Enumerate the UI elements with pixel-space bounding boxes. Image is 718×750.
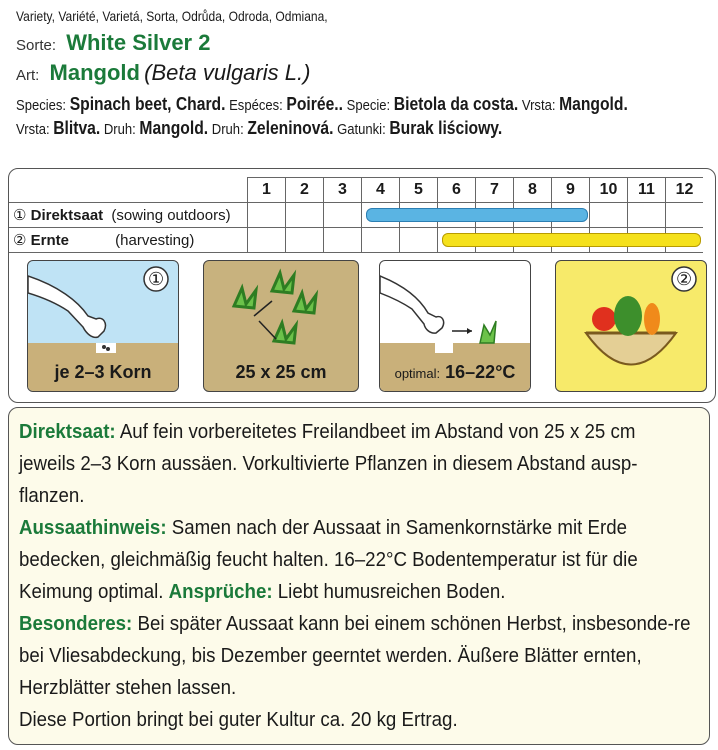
- species-label: Druh:: [211, 121, 244, 138]
- panel-caption: [380, 362, 530, 383]
- species-label: Druh:: [103, 121, 136, 138]
- harvest-period-bar: [442, 233, 702, 247]
- sowing-calendar: [8, 168, 716, 403]
- month-header: 1: [248, 178, 286, 203]
- species-label: Species:: [16, 97, 67, 114]
- species-label: Gatunki:: [337, 121, 386, 138]
- species-line-2: [16, 118, 625, 139]
- panel-caption: je 2–3 Korn: [54, 362, 152, 382]
- panel-spacing: [203, 260, 359, 392]
- variety-line: Variety, Variété, Varietá, Sorta, Odrůda, Odroda, Odmiana,: [16, 8, 328, 24]
- sorte-line: [16, 30, 716, 56]
- caption-small: optimal:: [394, 366, 441, 381]
- calendar-row-sowing: [9, 203, 248, 228]
- species-value: Mangold.: [139, 118, 209, 138]
- species-label: Vrsta:: [521, 97, 556, 114]
- instructions-text: [19, 416, 692, 736]
- sorte-value: White Silver 2: [66, 30, 211, 55]
- species-line-1: [16, 94, 628, 115]
- calendar-row-harvest: [9, 228, 248, 253]
- panel-sowing: [27, 260, 179, 392]
- species-value: Burak liściowy.: [389, 118, 503, 138]
- row-number: ①: [13, 207, 27, 224]
- sowing-heading: Direktsaat:: [19, 421, 116, 443]
- row-sublabel: (harvesting): [115, 232, 195, 249]
- art-line: [16, 60, 716, 86]
- sowing-text: Auf fein vorbereitetes Freilandbeet im Abstand von 25 x 25 cm jeweils 2–3 Korn aussäen. Vorkultivierte Pflanzen in diesem Abstand auspflanzen.: [19, 421, 638, 507]
- yield-text: Diese Portion bringt bei guter Kultur ca. 20 kg Ertrag.: [19, 709, 458, 731]
- temperature-value: 16–22°C: [445, 362, 516, 382]
- row-number: ②: [13, 232, 27, 249]
- species-value: Mangold.: [559, 94, 628, 114]
- sorte-label: Sorte:: [16, 37, 57, 54]
- species-label: Specie:: [346, 97, 391, 114]
- species-label: Vrsta:: [16, 121, 50, 138]
- instructions-box: [8, 407, 710, 745]
- month-header: 4: [362, 178, 400, 203]
- requirements-text: Liebt humusreichen Boden.: [272, 581, 506, 603]
- month-header: 12: [666, 178, 704, 203]
- month-header: 11: [628, 178, 666, 203]
- art-value: Mangold: [49, 60, 140, 85]
- row-sublabel: (sowing outdoors): [111, 207, 231, 224]
- special-text: Bei später Aussaat kann bei einem schönen Herbst, insbesonde-re bei Vliesabdeckung, bis Dezember geerntet werden. Äußere Blätter ernten, Herzblätter stehen lassen.: [19, 613, 691, 699]
- sowing-tip-heading: Aussaathinweis:: [19, 517, 167, 539]
- sowing-tip-text: Samen nach der Aussaat in Samenkornstärke mit Erde bedecken, gleichmäßig feucht halten. 16–22°C Bodentemperatur ist für die Keimung optimal.: [19, 517, 638, 603]
- month-header: 7: [476, 178, 514, 203]
- row-label: Ernte: [30, 232, 69, 249]
- species-value: Poirée..: [286, 94, 343, 114]
- sowing-period-bar: [366, 208, 588, 222]
- species-value: Zeleninová.: [247, 118, 334, 138]
- species-value: Spinach beet, Chard.: [69, 94, 226, 114]
- requirements-heading: Ansprüche:: [168, 581, 273, 603]
- month-header: 5: [400, 178, 438, 203]
- step-badge: ②: [676, 269, 693, 289]
- species-value: Bietola da costa.: [393, 94, 519, 114]
- month-header: 3: [324, 178, 362, 203]
- month-header: 9: [552, 178, 590, 203]
- row-label: Direktsaat: [30, 207, 104, 224]
- step-badge: ①: [148, 269, 165, 289]
- packet-header: [16, 6, 716, 139]
- month-header: 8: [514, 178, 552, 203]
- panel-caption: 25 x 25 cm: [235, 362, 327, 382]
- species-value: Blitva.: [53, 118, 101, 138]
- art-label: Art:: [16, 67, 40, 84]
- species-label: Espéces:: [229, 97, 283, 114]
- month-header: 6: [438, 178, 476, 203]
- month-header: 10: [590, 178, 628, 203]
- special-heading: Besonderes:: [19, 613, 133, 635]
- panel-harvest: [555, 260, 707, 392]
- month-header: 2: [286, 178, 324, 203]
- art-latin: (Beta vulgaris L.): [144, 60, 311, 85]
- panel-temperature: [379, 260, 531, 392]
